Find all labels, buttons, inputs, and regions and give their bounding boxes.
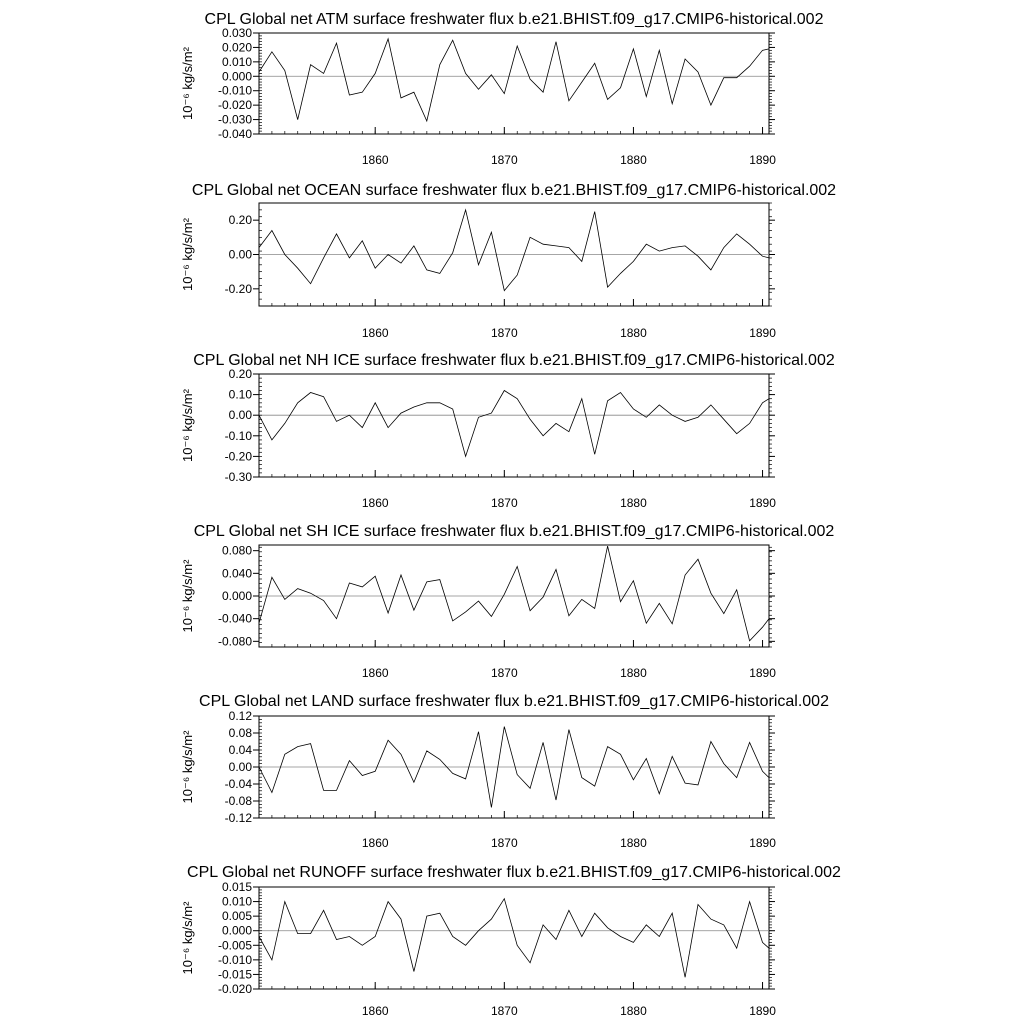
- y-tick-label: -0.080: [217, 634, 252, 649]
- y-axis-label: 10⁻⁶ kg/s/m²: [180, 901, 195, 975]
- x-tick-label: 1870: [490, 1004, 518, 1018]
- x-tick-label: 1870: [490, 326, 518, 340]
- x-tick-label: 1890: [749, 836, 776, 850]
- x-tick-label: 1880: [620, 153, 647, 167]
- y-tick-label: 0.08: [228, 726, 252, 740]
- y-tick-label: 0.20: [228, 367, 252, 381]
- y-tick-label: -0.005: [217, 938, 252, 953]
- y-tick-label: -0.040: [217, 127, 252, 141]
- series-line: [259, 210, 769, 291]
- y-tick-label: 0.010: [221, 54, 252, 69]
- y-axis-label: 10⁻⁶ kg/s/m²: [180, 389, 195, 462]
- x-tick-label: 1890: [749, 1004, 776, 1018]
- y-tick-label: -0.040: [217, 611, 252, 626]
- chart-panel-2: [180, 182, 836, 340]
- y-tick-label: -0.020: [217, 98, 252, 113]
- y-tick-label: 0.00: [228, 408, 252, 423]
- x-tick-label: 1880: [620, 496, 647, 510]
- x-tick-label: 1860: [361, 496, 389, 510]
- y-tick-label: 0.015: [221, 880, 252, 894]
- x-tick-label: 1860: [361, 326, 389, 340]
- plot-frame: [259, 374, 769, 477]
- chart-title: CPL Global net ATM surface freshwater flux b.e21.BHIST.f09_g17.CMIP6-historical.002: [204, 11, 824, 28]
- x-tick-label: 1870: [490, 666, 518, 680]
- y-axis-label: 10⁻⁶ kg/s/m²: [180, 218, 195, 291]
- y-axis-label: 10⁻⁶ kg/s/m²: [180, 730, 195, 804]
- chart-panel-3: [180, 352, 835, 510]
- y-tick-label: -0.015: [217, 967, 252, 982]
- x-tick-label: 1880: [620, 666, 647, 680]
- y-tick-label: 0.080: [221, 543, 252, 558]
- x-tick-label: 1860: [361, 153, 389, 167]
- chart-panel-6: [180, 864, 841, 1018]
- y-tick-label: 0.005: [221, 909, 252, 924]
- y-tick-label: -0.10: [224, 428, 252, 443]
- x-tick-label: 1860: [361, 1004, 389, 1018]
- y-tick-label: 0.020: [221, 40, 252, 55]
- series-line: [259, 899, 769, 978]
- y-axis-label: 10⁻⁶ kg/s/m²: [180, 559, 195, 633]
- y-tick-label: 0.00: [228, 247, 252, 262]
- plot-frame: [259, 33, 769, 134]
- chart-title: CPL Global net OCEAN surface freshwater flux b.e21.BHIST.f09_g17.CMIP6-historical.002: [191, 182, 837, 199]
- x-tick-label: 1890: [749, 153, 776, 167]
- y-tick-label: 0.010: [221, 894, 252, 909]
- x-tick-label: 1870: [490, 836, 518, 850]
- y-tick-label: -0.20: [224, 449, 252, 464]
- y-tick-label: 0.10: [228, 387, 252, 402]
- chart-panel-5: [180, 693, 829, 850]
- x-tick-label: 1880: [620, 1004, 647, 1018]
- y-tick-label: 0.000: [221, 923, 252, 938]
- x-tick-label: 1890: [749, 666, 776, 680]
- x-tick-label: 1880: [620, 836, 647, 850]
- y-tick-label: -0.20: [224, 281, 252, 296]
- y-tick-label: 0.000: [221, 69, 252, 84]
- series-line: [259, 391, 769, 457]
- y-tick-label: -0.020: [217, 982, 252, 996]
- x-tick-label: 1860: [361, 666, 389, 680]
- series-line: [259, 546, 769, 641]
- chart-title: CPL Global net RUNOFF surface freshwater flux b.e21.BHIST.f09_g17.CMIP6-historical.002: [187, 864, 841, 881]
- y-tick-label: 0.030: [221, 26, 252, 40]
- y-axis-label: 10⁻⁶ kg/s/m²: [180, 47, 195, 120]
- y-tick-label: 0.12: [228, 709, 252, 723]
- chart-title: CPL Global net LAND surface freshwater flux b.e21.BHIST.f09_g17.CMIP6-historical.002: [199, 693, 829, 710]
- chart-panel-1: [180, 11, 824, 167]
- chart-title: CPL Global net NH ICE surface freshwater flux b.e21.BHIST.f09_g17.CMIP6-historical.002: [193, 352, 835, 369]
- chart-panel-4: [180, 523, 834, 680]
- y-tick-label: 0.000: [221, 589, 252, 603]
- y-tick-label: -0.010: [217, 952, 252, 967]
- chart-title: CPL Global net SH ICE surface freshwater flux b.e21.BHIST.f09_g17.CMIP6-historical.002: [193, 523, 835, 540]
- y-tick-label: -0.010: [217, 83, 252, 98]
- series-line: [259, 39, 769, 121]
- x-tick-label: 1860: [361, 836, 389, 850]
- y-tick-label: 0.00: [228, 760, 252, 774]
- y-tick-label: -0.030: [217, 112, 252, 127]
- x-tick-label: 1880: [620, 326, 647, 340]
- x-tick-label: 1870: [490, 496, 518, 510]
- y-tick-label: -0.30: [224, 470, 252, 484]
- x-tick-label: 1890: [749, 326, 776, 340]
- y-tick-label: -0.08: [224, 794, 252, 808]
- x-tick-label: 1870: [490, 153, 518, 167]
- y-tick-label: 0.20: [228, 213, 252, 228]
- x-tick-label: 1890: [749, 496, 776, 510]
- y-tick-label: 0.040: [221, 566, 252, 581]
- y-tick-label: -0.12: [224, 811, 252, 825]
- y-tick-label: 0.04: [228, 743, 252, 757]
- y-tick-label: -0.04: [224, 777, 252, 791]
